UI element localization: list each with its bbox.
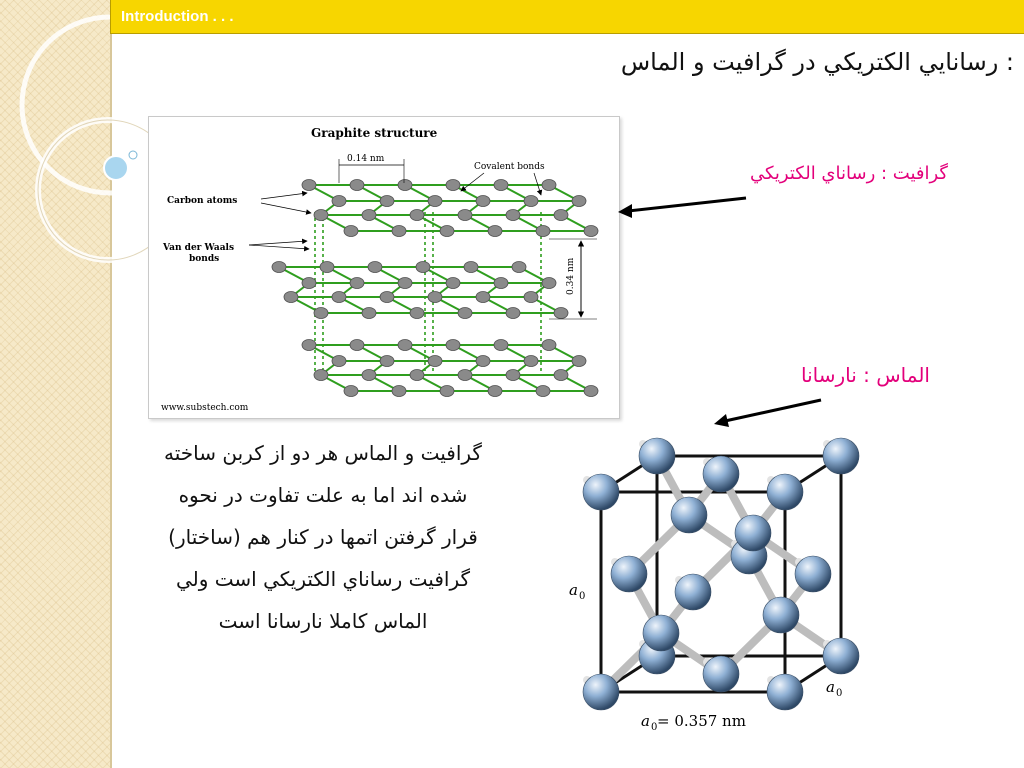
header-title: Introduction . . .: [121, 8, 234, 25]
carbon-atom: [763, 597, 799, 633]
carbon-atom: [823, 438, 859, 474]
carbon-atom: [410, 210, 424, 221]
carbon-atom: [446, 340, 460, 351]
carbon-atom: [583, 474, 619, 510]
carbon-atom: [554, 308, 568, 319]
carbon-atom: [767, 474, 803, 510]
carbon-atom: [583, 674, 619, 710]
carbon-atom: [314, 308, 328, 319]
carbon-atom: [428, 356, 442, 367]
carbon-atom: [703, 656, 739, 692]
diamond-label: الماس : نارسانا: [800, 363, 930, 387]
carbon-atom: [416, 262, 430, 273]
carbon-atom: [823, 638, 859, 674]
carbon-atom: [350, 278, 364, 289]
body-line-3: قرار گرفتن اتمها در کنار هم (ساختار): [168, 525, 478, 549]
carbon-atom: [542, 180, 556, 191]
carbon-atom: [392, 226, 406, 237]
a0-bottom-value: = 0.357 nm: [657, 712, 746, 730]
carbon-atom: [735, 515, 771, 551]
carbon-atom: [332, 196, 346, 207]
carbon-atom: [428, 196, 442, 207]
layer-gap-label: 0.34 nm: [566, 257, 576, 295]
carbon-atom: [410, 370, 424, 381]
graphite-structure-figure: [148, 116, 620, 419]
carbon-atom: [488, 226, 502, 237]
carbon-atom: [458, 308, 472, 319]
carbon-atom: [314, 210, 328, 221]
carbon-atom: [440, 386, 454, 397]
carbon-atom: [332, 292, 346, 303]
carbon-atom: [488, 386, 502, 397]
body-text: [118, 432, 528, 642]
slide-title: : رسانايي الكتريكي در گرافيت و الماس: [620, 48, 1014, 76]
vdw-label-line1: Van der Waals: [163, 243, 235, 253]
carbon-atom: [554, 370, 568, 381]
carbon-atom: [524, 292, 538, 303]
header-bar: [110, 0, 1024, 34]
carbon-atom: [332, 356, 346, 367]
carbon-atom: [302, 278, 316, 289]
carbon-atom: [464, 262, 478, 273]
carbon-atom: [506, 308, 520, 319]
carbon-atom: [542, 340, 556, 351]
diamond-arrow: [705, 392, 830, 432]
body-line-4: گرافیت رساناي الكتريكي است ولي: [175, 567, 471, 591]
carbon-atom: [398, 180, 412, 191]
diamond-diagram: [553, 430, 875, 740]
carbon-atom: [344, 386, 358, 397]
carbon-atom: [494, 180, 508, 191]
carbon-atom: [350, 340, 364, 351]
carbon-atom: [476, 356, 490, 367]
carbon-atom: [671, 497, 707, 533]
carbon-atom: [428, 292, 442, 303]
carbon-atom: [572, 196, 586, 207]
carbon-atom: [572, 356, 586, 367]
carbon-atom: [380, 356, 394, 367]
carbon-atom: [398, 278, 412, 289]
graphite-label: گرافيت : رساناي الكتريكي: [749, 163, 948, 184]
body-line-1: گرافیت و الماس هر دو از کربن ساخته: [164, 441, 482, 465]
carbon-atom: [703, 456, 739, 492]
carbon-atom: [314, 370, 328, 381]
carbon-atom: [380, 292, 394, 303]
source-label: www.substech.com: [161, 403, 249, 413]
carbon-atom: [476, 292, 490, 303]
carbon-atom: [410, 308, 424, 319]
carbon-atom: [344, 226, 358, 237]
carbon-atom: [446, 180, 460, 191]
carbon-atom: [554, 210, 568, 221]
carbon-atom: [494, 278, 508, 289]
vdw-label-line2: bonds: [189, 254, 220, 264]
carbon-atom: [524, 196, 538, 207]
carbon-atom: [458, 370, 472, 381]
spacing-label: 0.14 nm: [347, 154, 385, 164]
carbon-atom: [584, 386, 598, 397]
carbon-atom: [362, 210, 376, 221]
carbon-atom: [458, 210, 472, 221]
carbon-atom: [795, 556, 831, 592]
body-line-5: الماس کاملا نارسانا است: [218, 609, 428, 633]
carbon-atom: [398, 340, 412, 351]
carbon-atom: [302, 340, 316, 351]
body-line-2: شده اند اما به علت تفاوت در نحوه: [178, 483, 468, 507]
carbon-atom: [368, 262, 382, 273]
graphite-title: Graphite structure: [311, 126, 438, 140]
a0-left-letter: a: [569, 581, 578, 599]
carbon-atom: [302, 180, 316, 191]
carbon-atom: [350, 180, 364, 191]
carbon-atom: [446, 278, 460, 289]
carbon-atom: [536, 226, 550, 237]
carbon-atom: [536, 386, 550, 397]
carbon-atom: [639, 438, 675, 474]
graphite-arrow: [610, 190, 760, 230]
carbon-atom: [362, 370, 376, 381]
carbon-atom: [392, 386, 406, 397]
a0-bottom-letter: a: [641, 712, 650, 730]
carbon-atom: [611, 556, 647, 592]
diamond-structure-figure: [553, 430, 875, 740]
carbon-atom: [675, 574, 711, 610]
covalent-bonds-label: Covalent bonds: [474, 162, 545, 172]
a0-right-letter: a: [826, 678, 835, 696]
carbon-atoms-label: Carbon atoms: [167, 196, 238, 206]
carbon-atom: [284, 292, 298, 303]
carbon-atom: [524, 356, 538, 367]
a0-bottom-subscript: 0: [651, 722, 658, 733]
carbon-atom: [506, 370, 520, 381]
carbon-atom: [506, 210, 520, 221]
carbon-atom: [362, 308, 376, 319]
carbon-atom: [542, 278, 556, 289]
carbon-atom: [584, 226, 598, 237]
carbon-atom: [320, 262, 334, 273]
carbon-atom: [380, 196, 394, 207]
carbon-atom: [767, 674, 803, 710]
sidebar-decoration: [0, 0, 160, 768]
carbon-atom: [440, 226, 454, 237]
carbon-atom: [476, 196, 490, 207]
carbon-atom: [272, 262, 286, 273]
graphite-diagram: [149, 117, 619, 418]
carbon-atom: [512, 262, 526, 273]
carbon-atom: [494, 340, 508, 351]
a0-right-subscript: 0: [836, 688, 843, 699]
a0-left-subscript: 0: [579, 591, 586, 602]
carbon-atom: [643, 615, 679, 651]
